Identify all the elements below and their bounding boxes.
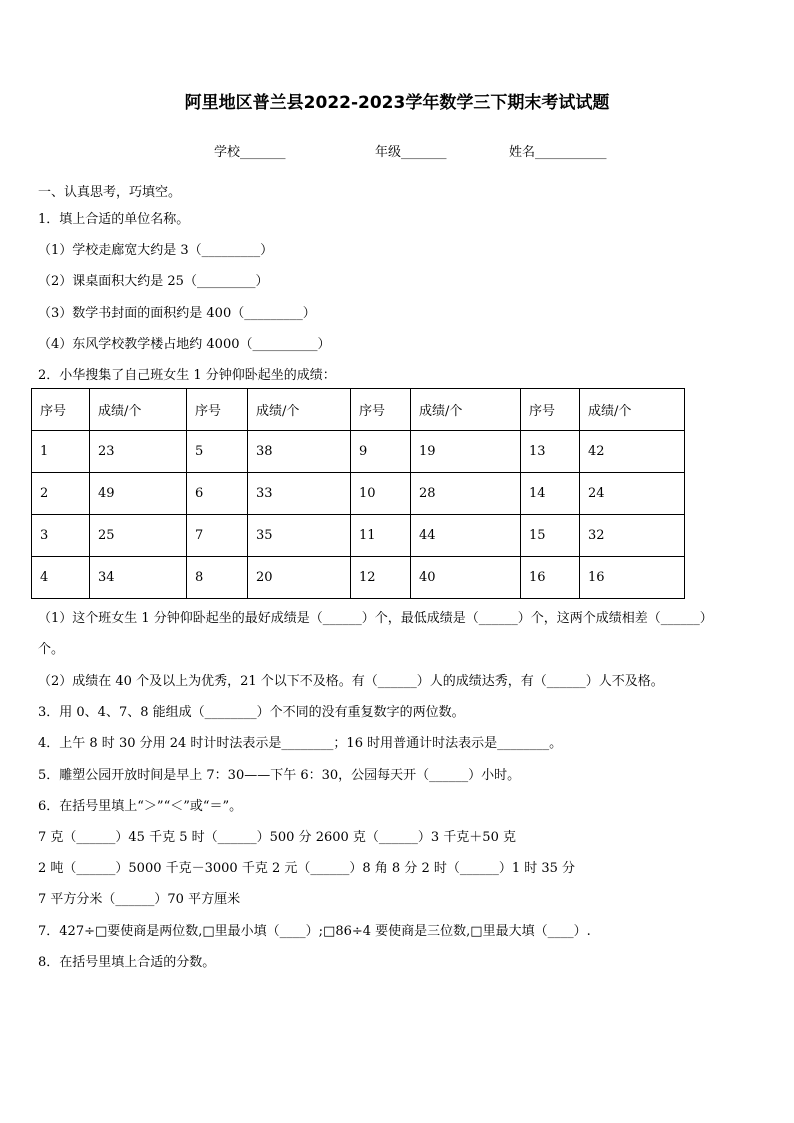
table-cell: 5 [187, 431, 248, 473]
question-8: 8．在括号里填上合适的分数。 [38, 955, 216, 970]
question-5: 5．雕塑公园开放时间是早上 7：30——下午 6：30，公园每天开（______）小时。 [38, 768, 521, 783]
scores-table [31, 388, 685, 599]
table-header-cell: 成绩/个 [90, 389, 187, 431]
table-cell: 14 [521, 473, 580, 515]
table-row [32, 473, 685, 515]
question-1-item-3: （3）数学书封面的面积约是 400（_________） [38, 306, 316, 321]
table-cell: 23 [90, 431, 187, 473]
table-row [32, 515, 685, 557]
table-cell: 2 [32, 473, 90, 515]
name-field: 姓名___________ [509, 145, 607, 160]
table-cell: 7 [187, 515, 248, 557]
question-2-stem: 2．小华搜集了自己班女生 1 分钟仰卧起坐的成绩： [38, 368, 336, 383]
table-cell: 25 [90, 515, 187, 557]
table-cell: 8 [187, 557, 248, 599]
table-header-cell: 序号 [187, 389, 248, 431]
question-2-sub-1-continued: 个。 [38, 642, 65, 657]
table-cell: 16 [521, 557, 580, 599]
question-2-sub-1: （1）这个班女生 1 分钟仰卧起坐的最好成绩是（______）个，最低成绩是（______）个，这两个成绩相差（______） [38, 611, 713, 626]
table-cell: 38 [248, 431, 351, 473]
table-row [32, 557, 685, 599]
table-header-cell: 序号 [521, 389, 580, 431]
grade-field: 年级_______ [375, 145, 447, 160]
question-7: 7．427÷□要使商是两位数,□里最小填（____）;□86÷4 要使商是三位数,□里最大填（____）. [38, 924, 591, 939]
question-3: 3．用 0、4、7、8 能组成（________）个不同的没有重复数字的两位数。 [38, 705, 465, 720]
question-4: 4．上午 8 时 30 分用 24 时计时法表示是________；16 时用普通计时法表示是________。 [38, 736, 563, 751]
table-header-cell: 成绩/个 [580, 389, 685, 431]
table-header-cell: 序号 [32, 389, 90, 431]
table-cell: 6 [187, 473, 248, 515]
table-cell: 11 [351, 515, 411, 557]
question-2-sub-2: （2）成绩在 40 个及以上为优秀，21 个以下不及格。有（______）人的成绩达秀，有（______）人不及格。 [38, 674, 664, 689]
table-cell: 33 [248, 473, 351, 515]
question-6-stem: 6．在括号里填上“＞”“＜”或“＝”。 [38, 799, 243, 814]
question-6-line-3: 7 平方分米（______）70 平方厘米 [38, 892, 241, 907]
school-field: 学校_______ [214, 145, 286, 160]
table-cell: 24 [580, 473, 685, 515]
question-1-item-2: （2）课桌面积大约是 25（_________） [38, 274, 269, 289]
table-header-cell: 成绩/个 [411, 389, 521, 431]
table-cell: 12 [351, 557, 411, 599]
table-cell: 19 [411, 431, 521, 473]
question-6-line-1: 7 克（______）45 千克 5 时（______）500 分 2600 克（______）3 千克＋50 克 [38, 830, 516, 845]
table-header-cell: 序号 [351, 389, 411, 431]
question-1-stem: 1．填上合适的单位名称。 [38, 212, 190, 227]
page-title: 阿里地区普兰县2022-2023学年数学三下期末考试试题 [184, 93, 610, 113]
table-cell: 15 [521, 515, 580, 557]
table-cell: 34 [90, 557, 187, 599]
table-cell: 35 [248, 515, 351, 557]
table-cell: 49 [90, 473, 187, 515]
table-cell: 9 [351, 431, 411, 473]
table-cell: 28 [411, 473, 521, 515]
table-header-cell: 成绩/个 [248, 389, 351, 431]
table-header-row [32, 389, 685, 431]
table-cell: 4 [32, 557, 90, 599]
table-cell: 42 [580, 431, 685, 473]
table-cell: 16 [580, 557, 685, 599]
table-cell: 3 [32, 515, 90, 557]
table-cell: 1 [32, 431, 90, 473]
table-cell: 20 [248, 557, 351, 599]
question-6-line-2: 2 吨（______）5000 千克－3000 千克 2 元（______）8 角 8 分 2 时（______）1 时 35 分 [38, 861, 576, 876]
table-cell: 40 [411, 557, 521, 599]
table-cell: 44 [411, 515, 521, 557]
question-1-item-4: （4）东风学校教学楼占地约 4000（__________） [38, 337, 331, 352]
table-cell: 32 [580, 515, 685, 557]
table-cell: 10 [351, 473, 411, 515]
section-heading: 一、认真思考，巧填空。 [38, 185, 182, 200]
table-row [32, 431, 685, 473]
question-1-item-1: （1）学校走廊宽大约是 3（_________） [38, 243, 274, 258]
table-cell: 13 [521, 431, 580, 473]
